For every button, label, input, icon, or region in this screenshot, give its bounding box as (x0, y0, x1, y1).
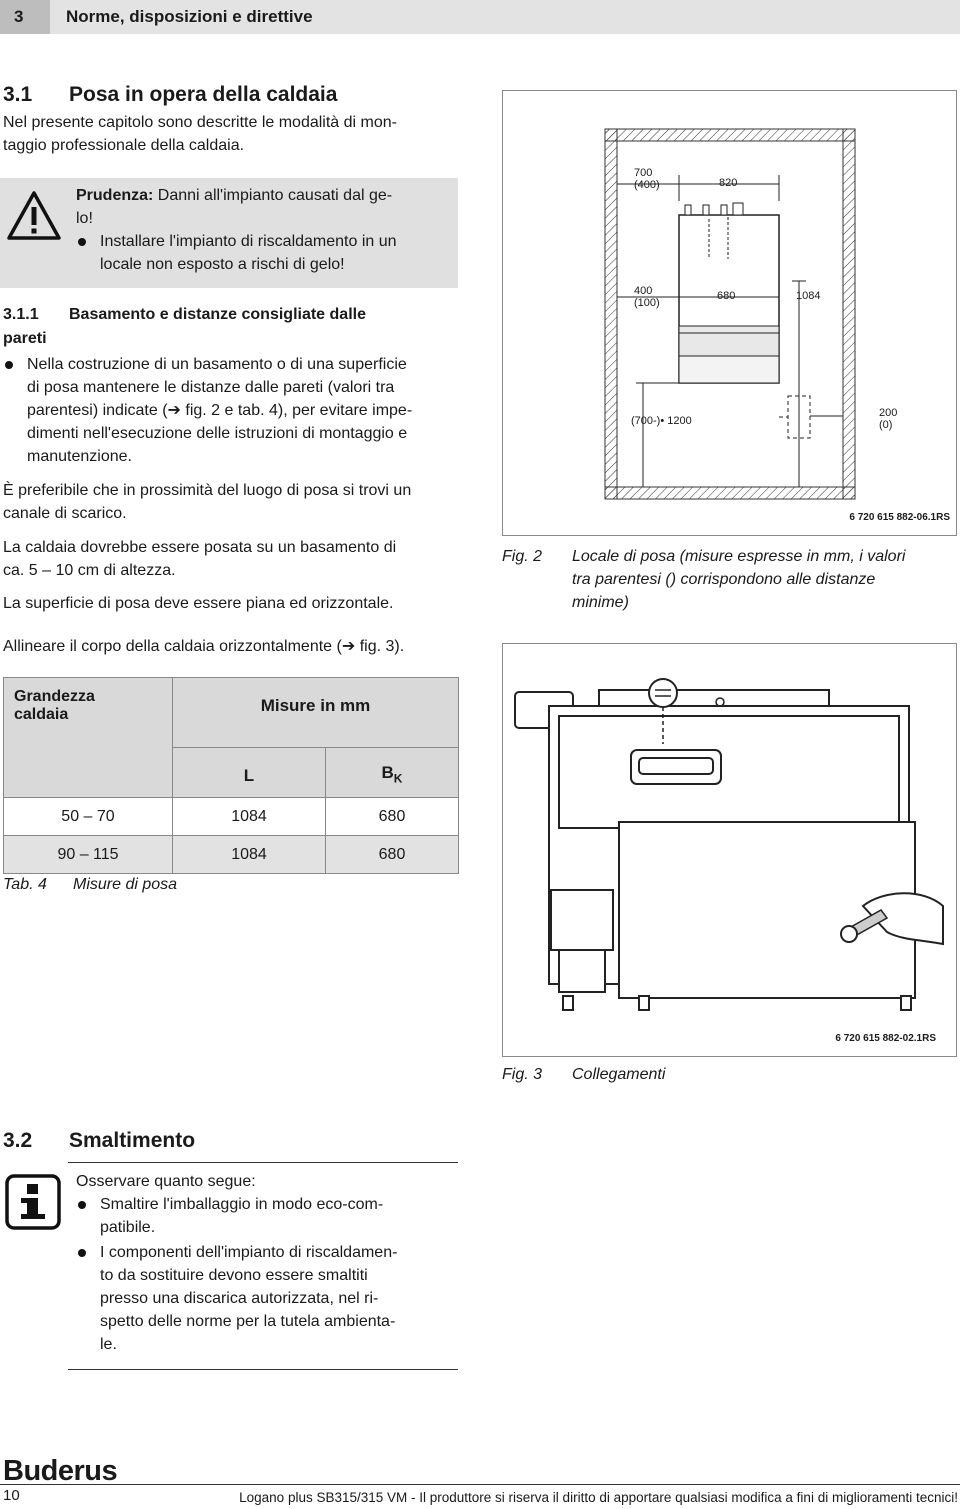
boiler-side-view-drawing (503, 644, 956, 1056)
chapter-number: 3 (0, 0, 50, 34)
caption-label: Fig. 2 (502, 548, 543, 565)
warning-line: Danni all'impianto causati dal ge- (153, 187, 393, 204)
intro-line: Nel presente capitolo sono descritte le modalità di mon- (3, 114, 397, 131)
subsection-number: 3.1.1 (3, 306, 39, 323)
table-4-caption (3, 873, 303, 897)
table-4 (3, 677, 459, 874)
footer-text: Logano plus SB315/315 VM - Il produttore si riserva il diritto di apportare qualsiasi modifica a fini di miglioramenti tecnici! (239, 1490, 958, 1505)
buderus-logo: Buderus (3, 1455, 118, 1487)
page-number: 10 (3, 1487, 20, 1504)
figure-2-caption (502, 545, 957, 617)
table-row: 50 – 70 1084 680 (4, 798, 459, 836)
figure-2-frame (502, 90, 957, 536)
figure-3-frame (502, 643, 957, 1057)
caption-label: Fig. 3 (502, 1066, 543, 1083)
warning-label: Prudenza: (76, 187, 154, 204)
section-title: Posa in opera della caldaia (69, 83, 338, 106)
dim-top-a: 700 (400) (634, 167, 660, 191)
info-top-rule (68, 1162, 458, 1163)
caption-text: Misure di posa (73, 876, 178, 893)
section-3-1-1-body (3, 353, 463, 468)
chapter-title: Norme, disposizioni e direttive (66, 7, 313, 26)
caption-text: Collegamenti (572, 1066, 666, 1083)
section-3-2-heading (3, 1129, 195, 1153)
figure-2-ref: 6 720 615 882-06.1RS (849, 512, 950, 523)
disposal-bullet: I componenti dell'impianto di riscaldamen- to da sostituire devono essere smaltiti presso una discarica autorizzata, nel ri- spetto delle norme per la tutela ambienta- le. (76, 1241, 458, 1356)
table-row: 90 – 115 1084 680 (4, 836, 459, 874)
warning-bullets (76, 230, 454, 276)
table-header-B: $B_K$ (326, 748, 459, 798)
section-title: Smaltimento (69, 1129, 196, 1152)
dim-side-a: 400 (100) (634, 285, 660, 309)
paragraph-base: La caldaia dovrebbe essere posata su un basamento di ca. 5 – 10 cm di altezza. (3, 539, 397, 579)
table-header-measures: Misure in mm (173, 678, 459, 748)
section-number: 3.2 (3, 1129, 33, 1152)
distance-bullets (3, 353, 463, 468)
figure-3-ref: 6 720 615 882-02.1RS (835, 1033, 936, 1044)
warning-text (76, 184, 454, 276)
dim-top-b: 820 (719, 177, 738, 189)
section-3-1-1-heading (3, 303, 366, 351)
disposal-bullet: Smaltire l'imballaggio in modo eco-com- patibile. (76, 1193, 458, 1239)
paragraph-drain: È preferibile che in prossimità del luogo di posa si trovi un canale di scarico. (3, 482, 412, 522)
section-number: 3.1 (3, 83, 33, 106)
paragraph-align: Allineare il corpo della caldaia orizzontalmente (➔ fig. 3). (3, 638, 405, 655)
intro-line: taggio professionale della caldaia. (3, 137, 245, 154)
dim-back: 200 (0) (879, 407, 898, 431)
section-3-1-intro (3, 111, 397, 157)
distance-bullet: Nella costruzione di un basamento o di una superficie di posa mantenere le distanze dalle pareti (valori tra parentesi) indicate (➔ fig. 2 e tab. 4), per evitare impe- dimenti nell'esecuzione delle istruzioni di montaggio e manutenzione. (3, 353, 463, 468)
info-icon (5, 1174, 61, 1230)
info-text (76, 1170, 458, 1356)
footer-rule (0, 1484, 960, 1485)
caption-text: Locale di posa (misure espresse in mm, i valori tra parentesi () corrispondono alle distanze minime) (572, 548, 906, 611)
dim-side-c: 1084 (796, 290, 821, 302)
disposal-bullets (76, 1193, 458, 1356)
dim-side-b: 680 (717, 290, 736, 302)
warning-bullet: Installare l'impianto di riscaldamento in un locale non esposto a rischi di gelo! (76, 230, 454, 276)
table-header-size: Grandezza caldaia (4, 678, 173, 798)
dim-front: (700-)• 1200 (631, 415, 692, 427)
section-3-1-heading (3, 83, 337, 107)
warning-line: lo! (76, 210, 93, 227)
paragraph-surface: La superficie di posa deve essere piana ed orizzontale. (3, 595, 394, 612)
info-bottom-rule (68, 1369, 458, 1370)
caption-label: Tab. 4 (3, 876, 47, 893)
subsection-title: Basamento e distanze consigliate dalle (69, 306, 366, 323)
room-layout-diagram (503, 91, 956, 535)
table-header-L: L (173, 748, 326, 798)
warning-triangle-icon (6, 190, 62, 242)
info-intro: Osservare quanto segue: (76, 1173, 256, 1190)
figure-3-caption (502, 1063, 902, 1087)
subsection-title: pareti (3, 330, 47, 347)
